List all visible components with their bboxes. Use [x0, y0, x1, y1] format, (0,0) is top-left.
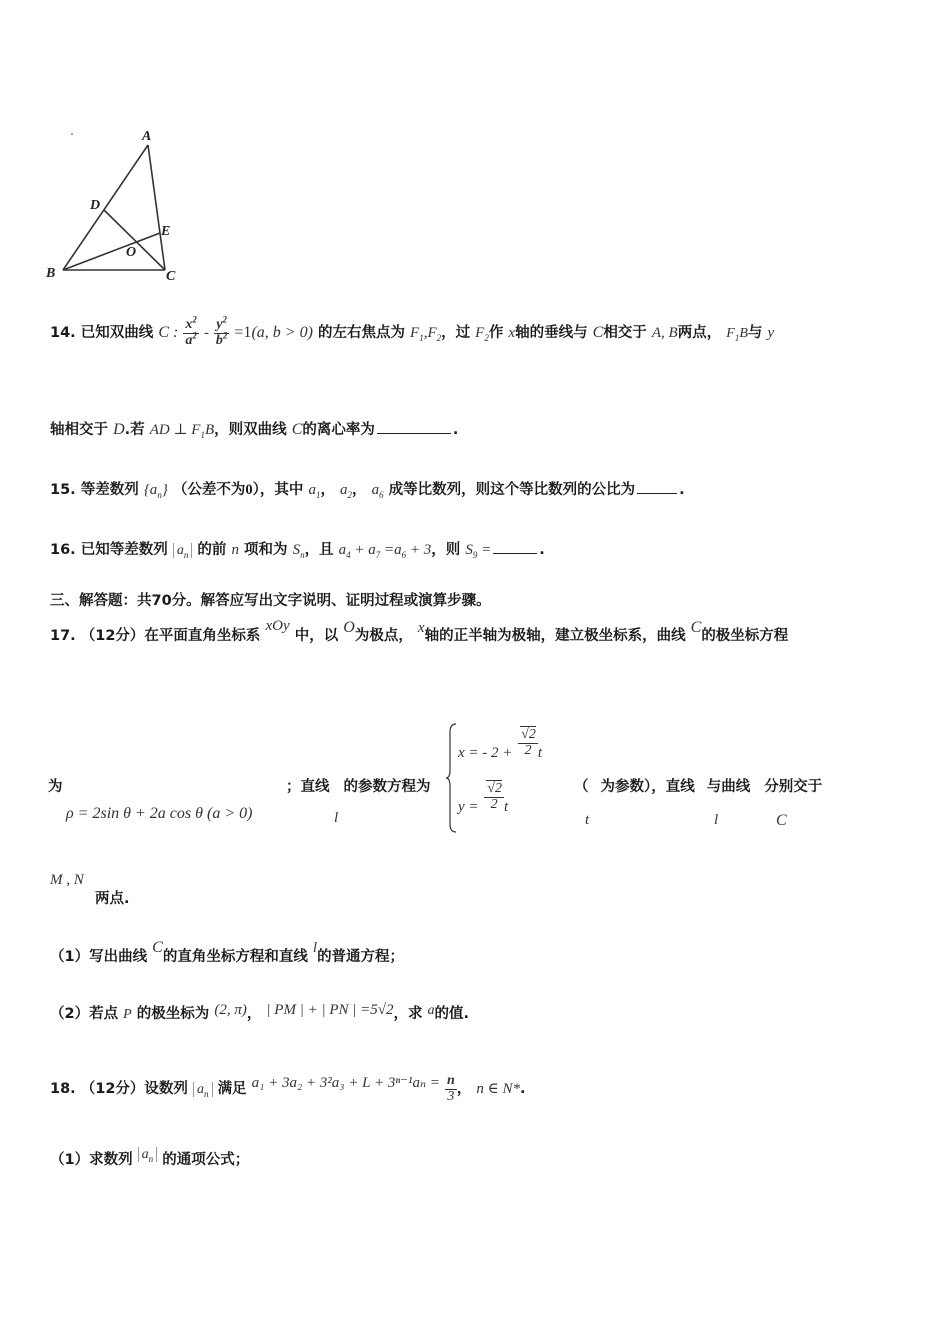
- frac-n-3: $\frac{n}{3}$: [446, 1073, 455, 1104]
- section-heading: 三、解答题：共70分。解答应写出文字说明、证明过程或演算步骤。: [50, 593, 491, 609]
- q14-line1: 14. 已知双曲线 C : $\frac{x^2}{a^2}$ - $\frac{y^2}{b^2}$ =1(a, b > 0) 的左右焦点为 $F_1,F_2$，过 $F_2$作 x轴的垂线与 C相交于 A, B两点， $F_1B$与 y: [50, 314, 775, 348]
- var-t: t: [585, 812, 590, 828]
- frac-y2-b2: $\frac{y^2}{b^2}$: [215, 314, 228, 348]
- q17-wei: 为: [48, 779, 63, 795]
- q17-line1: 17. （12分）在平面直角坐标系 xOy 中，以 O为极点， x轴的正半轴为极轴，建立极坐标系，曲线 C的极坐标方程: [50, 618, 789, 644]
- answer-blank: [493, 553, 537, 554]
- q17-part2: （2）若点 P 的极坐标为 (2, π)， | PM | + | PN | =5√2，求 a的值.: [50, 1002, 470, 1022]
- param-x: x = - 2 + $\frac{√2}{2}$ t: [458, 727, 543, 761]
- label-o: O: [126, 245, 137, 260]
- q17-part1: （1）写出曲线 C的直角坐标方程和直线 l的普通方程；: [50, 939, 405, 965]
- q16-line: 16. 已知等差数列 $a_n$ 的前 n 项和为 $S_n$，且 $a_4 + a_7 =a_6 + 3$，则 $S_9$ = .: [50, 542, 545, 560]
- polar-equation: ρ = 2sin θ + 2a cos θ (a > 0): [66, 805, 253, 822]
- var-c: C: [776, 812, 787, 829]
- q17-two-points: 两点.: [95, 891, 130, 907]
- label-b: B: [46, 266, 56, 281]
- system-brace: [446, 722, 458, 834]
- q18-part1: （1）求数列 $a_n$ 的通项公式；: [50, 1147, 250, 1168]
- label-d: D: [90, 198, 101, 213]
- frac-x2-a2: $\frac{x^2}{a^2}$: [185, 314, 197, 348]
- label-a: A: [142, 129, 152, 144]
- q17-line-text2: （ 为参数），直线 与曲线 分别交于: [574, 779, 823, 795]
- q18-line: 18. （12分）设数列 $a_n$ 满足 a₁ + 3a₂ + 3²a₃ + L + 3ⁿ⁻¹aₙ = $\frac{n}{3}$ ， n ∈ N*.: [50, 1073, 526, 1104]
- q14-line2: 轴相交于 D.若 AD ⊥ $F_1B$，则双曲线 C的离心率为 .: [50, 421, 459, 440]
- answer-blank: [377, 433, 451, 434]
- points-mn: M , N: [50, 872, 84, 888]
- var-l2: l: [714, 812, 719, 828]
- q15-line: 15. 等差数列 $\{a_n\}$ （公差不为0），其中 $a_1$， $a_2$， $a_6$ 成等比数列，则这个等比数列的公比为 .: [50, 482, 685, 500]
- segment-dc: [104, 210, 165, 270]
- var-l: l: [334, 810, 339, 826]
- param-y: y = $\frac{√2}{2}$ t: [458, 781, 509, 815]
- triangle-figure: [40, 122, 190, 287]
- label-e: E: [161, 224, 171, 239]
- q17-line-text: ；直线 的参数方程为: [286, 779, 431, 795]
- label-c: C: [166, 269, 176, 284]
- answer-blank: [637, 493, 677, 494]
- edge-ac: [148, 145, 165, 270]
